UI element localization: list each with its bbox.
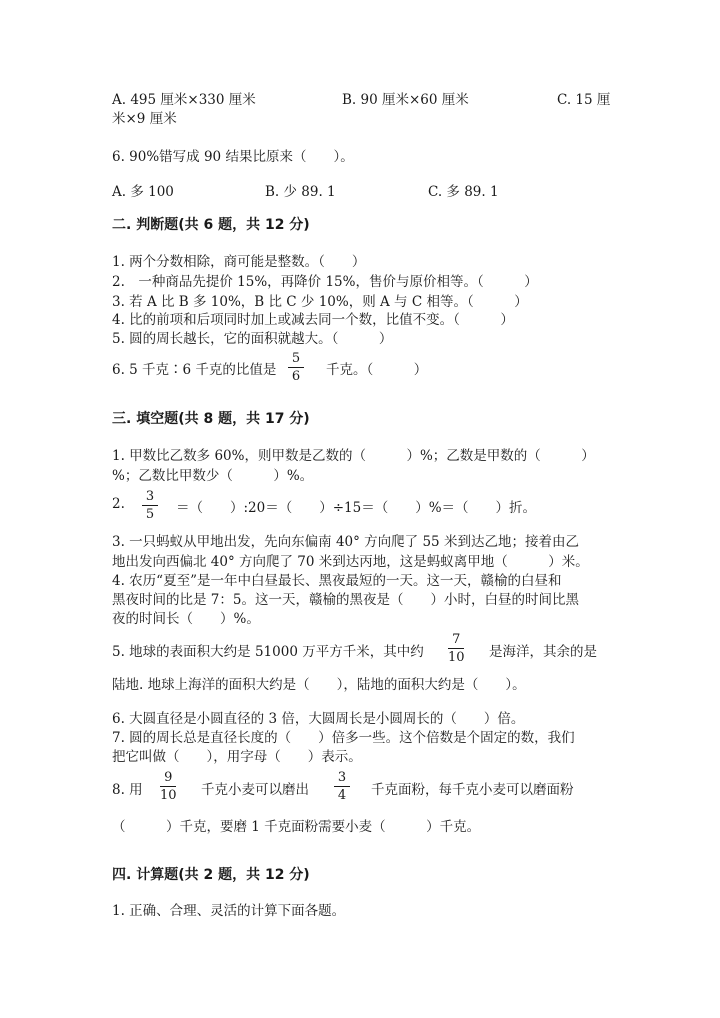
- fill-q8-post: 千克面粉，每千克小麦可以磨面粉: [371, 782, 574, 798]
- fill-q5-line2: 陆地. 地球上海洋的面积大约是（ ），陆地的面积大约是（ ）。: [112, 677, 526, 693]
- option-a: A. 495 厘米×330 厘米: [112, 92, 256, 108]
- fill-q1-line2: %；乙数比甲数少（ ）%。: [112, 468, 314, 484]
- fraction-numerator: 9: [164, 770, 173, 785]
- question-6-stem: 6. 90%错写成 90 结果比原来（ ）。: [112, 149, 354, 165]
- fraction: [448, 632, 465, 665]
- fill-q2-post: ＝（ ）:20＝（ ）÷15＝（ ）%＝（ ）折。: [176, 500, 537, 516]
- judgment-item-6-pre: 6. 5 千克∶6 千克的比值是: [112, 362, 277, 378]
- fill-q8-line2: （ ）千克，要磨 1 千克面粉需要小麦（ ）千克。: [112, 819, 481, 835]
- fill-q4-line1: 4. 农历“夏至”是一年中白昼最长、黑夜最短的一天。这一天，赣榆的白昼和: [112, 573, 562, 589]
- fill-q7-line1: 7. 圆的周长总是直径长度的（ ）倍多一些。这个倍数是个固定的数，我们: [112, 730, 575, 746]
- fraction-numerator: 3: [145, 489, 155, 504]
- fill-q5-post: 是海洋，其余的是: [489, 644, 597, 660]
- judgment-item: 3. 若 A 比 B 多 10%，B 比 C 少 10%，则 A 与 C 相等。（ ）: [112, 294, 528, 310]
- fraction: [288, 351, 304, 384]
- fill-q7-line2: 把它叫做（ ），用字母（ ）表示。: [112, 749, 362, 765]
- fraction-bar: [142, 505, 158, 506]
- option-c-continued: 米×9 厘米: [112, 111, 177, 127]
- option-c: C. 15 厘: [557, 92, 611, 108]
- fill-q3-line1: 3. 一只蚂蚁从甲地出发，先向东偏南 40° 方向爬了 55 米到达乙地；接着由乙: [112, 534, 579, 550]
- judgment-item-6-post: 千克。（ ）: [326, 362, 428, 378]
- option-a: A. 多 100: [112, 184, 174, 200]
- option-c: C. 多 89. 1: [428, 184, 499, 200]
- fill-q5-pre: 5. 地球的表面积大约是 51000 万平方千米，其中约: [112, 644, 424, 660]
- fraction-numerator: 7: [452, 632, 461, 647]
- fraction-denominator: 6: [291, 369, 301, 384]
- fraction: [142, 489, 158, 522]
- fraction-bar: [334, 786, 350, 787]
- judgment-item: 5. 圆的周长越长，它的面积就越大。（ ）: [112, 331, 393, 347]
- fill-q4-line2: 黑夜时间的比是 7：5。这一天，赣榆的黑夜是（ ）小时，白昼的时间比黑: [112, 592, 579, 608]
- fill-q3-line2: 地出发向西偏北 40° 方向爬了 70 米到达丙地，这是蚂蚁离甲地（ ）米。: [112, 554, 589, 570]
- section-4-title: 四. 计算题(共 2 题，共 12 分): [112, 867, 310, 883]
- option-b: B. 少 89. 1: [265, 184, 336, 200]
- fraction-numerator: 3: [337, 770, 347, 785]
- fraction-bar: [288, 367, 304, 368]
- fill-q8-pre: 8. 用: [112, 782, 143, 798]
- fraction-denominator: 10: [448, 650, 465, 665]
- section-2-title: 二. 判断题(共 6 题，共 12 分): [112, 217, 310, 233]
- fill-q4-line3: 夜的时间长（ ）%。: [112, 611, 260, 627]
- fraction-bar: [160, 786, 176, 787]
- section-3-title: 三. 填空题(共 8 题，共 17 分): [112, 411, 310, 427]
- judgment-item: 2. 一种商品先提价 15%，再降价 15%，售价与原价相等。（ ）: [112, 274, 538, 290]
- fill-q2-pre: 2.: [112, 496, 125, 512]
- fill-q8-mid: 千克小麦可以磨出: [201, 782, 309, 798]
- fraction-denominator: 5: [145, 507, 155, 522]
- fraction: [160, 770, 177, 803]
- fraction-denominator: 4: [337, 788, 347, 803]
- fraction-denominator: 10: [160, 788, 177, 803]
- fraction-numerator: 5: [291, 351, 301, 366]
- fill-q1-line1: 1. 甲数比乙数多 60%，则甲数是乙数的（ ）%；乙数是甲数的（ ）: [112, 448, 595, 464]
- judgment-item: 1. 两个分数相除，商可能是整数。（ ）: [112, 254, 366, 270]
- fraction: [334, 770, 350, 803]
- option-b: B. 90 厘米×60 厘米: [342, 92, 469, 108]
- fraction-bar: [448, 648, 464, 649]
- judgment-item: 4. 比的前项和后项同时加上或减去同一个数，比值不变。（ ）: [112, 312, 514, 328]
- calc-q1: 1. 正确、合理、灵活的计算下面各题。: [112, 903, 346, 919]
- fill-q6: 6. 大圆直径是小圆直径的 3 倍，大圆周长是小圆周长的（ ）倍。: [112, 711, 525, 727]
